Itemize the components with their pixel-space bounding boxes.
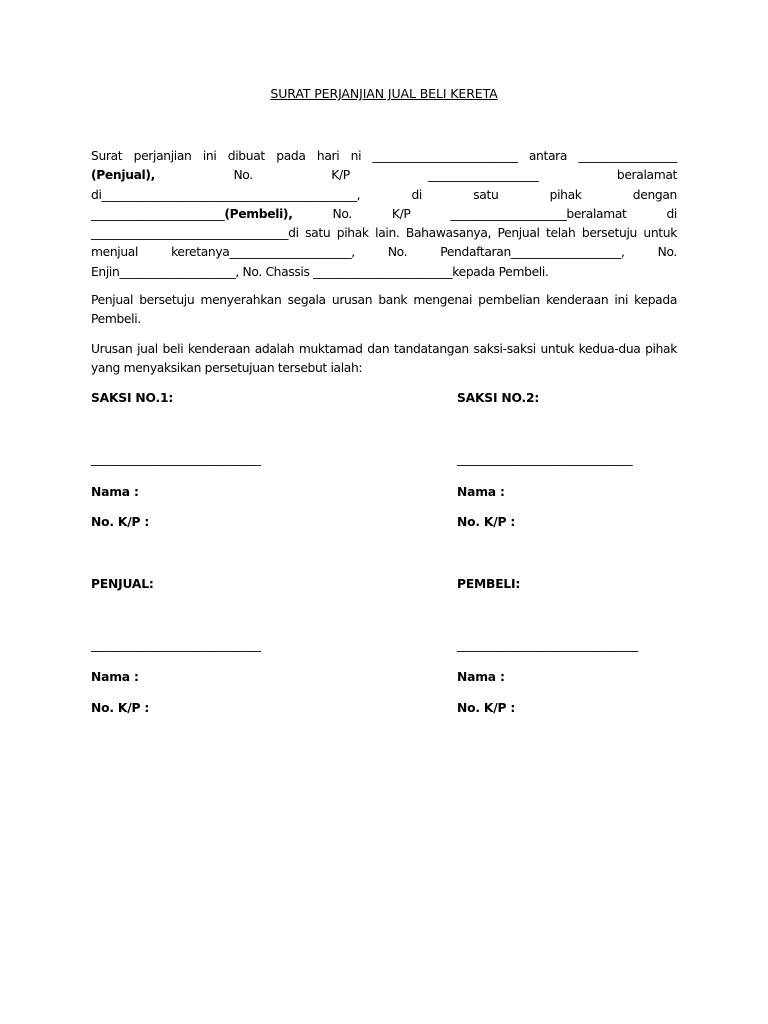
seller-name-label: Nama : (91, 670, 139, 684)
paragraph-line: di____________________________________________, di satu pihak dengan (91, 187, 677, 202)
paragraph-line: Surat perjanjian ini dibuat pada hari ni _________________________ antara _________________ (91, 149, 677, 163)
seller-heading: PENJUAL: (91, 577, 154, 591)
document-title: SURAT PERJANJIAN JUAL BELI KERETA (270, 86, 498, 101)
paragraph-text: No. K/P ___________________ beralamat (155, 168, 677, 183)
witness2-heading: SAKSI NO.2: (457, 391, 540, 405)
agreement-paragraph (91, 147, 677, 282)
paragraph-line: Enjin____________________, No. Chassis ________________________kepada Pembeli. (91, 264, 549, 279)
buyer-signature-line: ________________________________ (457, 638, 638, 652)
buyer-heading: PEMBELI: (457, 577, 521, 591)
witness1-signature-line: ______________________________ (91, 452, 261, 466)
blank-field: _______________________ (91, 206, 225, 221)
seller-signature-line: ______________________________ (91, 638, 261, 652)
witness1-heading: SAKSI NO.1: (91, 391, 174, 405)
witness2-ic-label: No. K/P : (457, 515, 516, 529)
paragraph-line: __________________________________di satu pihak lain. Bahawasanya, Penjual telah bersetuju untuk (91, 226, 677, 241)
witness1-name-label: Nama : (91, 485, 139, 499)
buyer-term: (Pembeli), (224, 206, 293, 221)
witness1-ic-label: No. K/P : (91, 515, 150, 529)
seller-term: (Penjual), (91, 168, 156, 183)
paragraph-line (91, 205, 677, 224)
paragraph-line: menjual keretanya_____________________, No. Pendaftaran___________________, No. (91, 245, 677, 260)
paragraph-line (91, 166, 677, 185)
bank-paragraph: Penjual bersetuju menyerahkan segala urusan bank mengenai pembelian kenderaan ini kepada Pembeli. (91, 293, 677, 327)
buyer-ic-label: No. K/P : (457, 701, 516, 715)
witness2-signature-line: _______________________________ (457, 452, 633, 466)
paragraph-text: No. K/P ____________________beralamat di (292, 206, 677, 221)
witness-paragraph: Urusan jual beli kenderaan adalah muktamad dan tandatangan saksi-saksi untuk kedua-dua pihak yang menyaksikan persetujuan tersebut ialah: (91, 342, 677, 376)
seller-ic-label: No. K/P : (91, 701, 150, 715)
witness2-name-label: Nama : (457, 485, 505, 499)
buyer-name-label: Nama : (457, 670, 505, 684)
